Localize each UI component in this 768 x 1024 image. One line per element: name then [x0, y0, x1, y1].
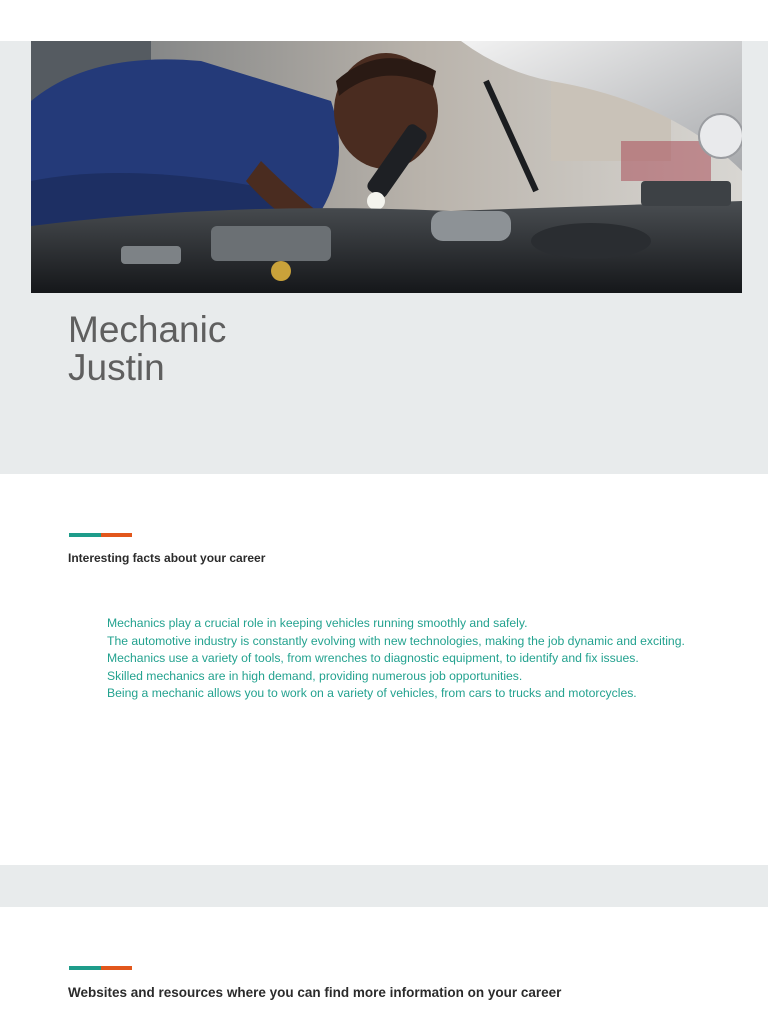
- accent-orange: [101, 533, 133, 537]
- page-title: [68, 311, 226, 387]
- title-line-career: Mechanic: [68, 309, 227, 350]
- facts-accent-bar: [69, 533, 132, 537]
- title-line-name: Justin: [68, 347, 165, 388]
- facts-section: [0, 474, 768, 865]
- section-separator: [0, 865, 768, 907]
- fact-item: Skilled mechanics are in high demand, providing numerous job opportunities.: [107, 668, 523, 683]
- mechanic-photo: [31, 41, 742, 293]
- facts-heading: Interesting facts about your career: [68, 551, 266, 565]
- accent-teal: [69, 533, 101, 537]
- resources-accent-bar: [69, 966, 132, 970]
- fact-item: The automotive industry is constantly evolving with new technologies, making the job dynamic and exciting.: [107, 633, 685, 648]
- accent-orange: [101, 966, 133, 970]
- accent-teal: [69, 966, 101, 970]
- top-strip: [0, 0, 768, 41]
- facts-list: [107, 615, 687, 703]
- resources-heading: Websites and resources where you can find more information on your career: [68, 985, 562, 1000]
- hero-image: [31, 41, 742, 293]
- hero-section: [0, 41, 768, 474]
- fact-item: Being a mechanic allows you to work on a variety of vehicles, from cars to trucks and motorcycles.: [107, 686, 637, 701]
- resources-section: [0, 907, 768, 1024]
- fact-item: Mechanics play a crucial role in keeping vehicles running smoothly and safely.: [107, 616, 528, 630]
- fact-item: Mechanics use a variety of tools, from wrenches to diagnostic equipment, to identify and fix issues.: [107, 651, 639, 666]
